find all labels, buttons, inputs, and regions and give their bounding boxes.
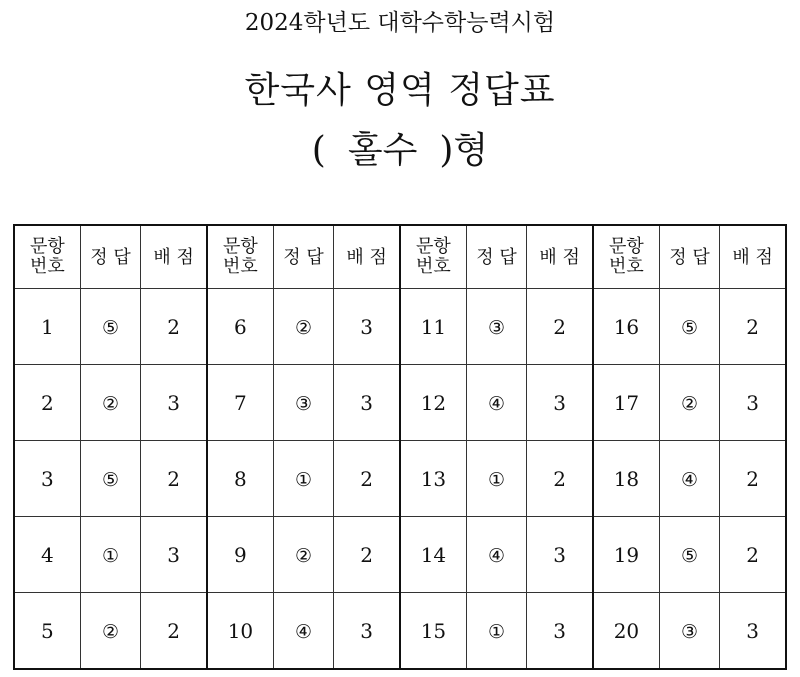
score-cell: 3 — [141, 365, 207, 441]
answer-cell — [273, 441, 333, 517]
question-number-cell: 8 — [207, 441, 273, 517]
header-score: 배 점 — [720, 225, 786, 289]
header-question-number-label — [416, 237, 451, 277]
question-number-cell: 3 — [14, 441, 80, 517]
exam-type-line — [0, 122, 800, 173]
score-cell: 2 — [141, 593, 207, 670]
header-question-number — [207, 225, 273, 289]
score-cell: 2 — [527, 441, 593, 517]
question-number-cell: 20 — [593, 593, 659, 670]
exam-title: 2024학년도 대학수학능력시험 — [244, 10, 556, 36]
type-close-paren: )형 — [439, 130, 489, 171]
answer-cell — [466, 365, 526, 441]
score-cell: 2 — [141, 441, 207, 517]
question-number-cell: 10 — [207, 593, 273, 670]
header-number-line1: 문항 — [416, 236, 451, 257]
answer-cell — [80, 517, 140, 593]
answer-cell — [659, 517, 719, 593]
answer-mark: ② — [294, 544, 313, 567]
question-number-cell: 4 — [14, 517, 80, 593]
header-question-number-label — [223, 237, 258, 277]
answer-mark: ⑤ — [101, 316, 120, 339]
answer-mark: ③ — [294, 392, 313, 415]
answer-cell — [80, 441, 140, 517]
answer-mark: ② — [101, 392, 120, 415]
score-cell: 3 — [527, 365, 593, 441]
header-number-line2: 번호 — [223, 256, 258, 277]
header-answer: 정 답 — [659, 225, 719, 289]
answer-mark: ① — [487, 468, 506, 491]
answer-mark: ⑤ — [101, 468, 120, 491]
answer-cell — [659, 289, 719, 365]
answer-cell — [466, 517, 526, 593]
answer-mark: ② — [680, 392, 699, 415]
header-question-number — [593, 225, 659, 289]
score-cell: 3 — [720, 593, 786, 670]
table-row — [14, 365, 786, 441]
question-number-cell: 11 — [400, 289, 466, 365]
answer-mark: ① — [294, 468, 313, 491]
question-number-cell: 19 — [593, 517, 659, 593]
table-row — [14, 593, 786, 670]
answer-mark: ⑤ — [680, 316, 699, 339]
question-number-cell: 1 — [14, 289, 80, 365]
header-number-line2: 번호 — [416, 256, 451, 277]
question-number-cell: 9 — [207, 517, 273, 593]
score-cell: 2 — [720, 289, 786, 365]
header-question-number — [14, 225, 80, 289]
document-title: 한국사 영역 정답표 — [244, 70, 556, 111]
header-question-number — [400, 225, 466, 289]
header-number-line1: 문항 — [30, 236, 65, 257]
score-cell: 3 — [527, 593, 593, 670]
answer-cell — [273, 593, 333, 670]
answer-mark: ② — [294, 316, 313, 339]
answer-cell — [273, 517, 333, 593]
header-number-line1: 문항 — [609, 236, 644, 257]
answer-cell — [273, 365, 333, 441]
question-number-cell: 17 — [593, 365, 659, 441]
answer-cell — [659, 593, 719, 670]
question-number-cell: 15 — [400, 593, 466, 670]
header-question-number-label — [30, 237, 65, 277]
header-score: 배 점 — [141, 225, 207, 289]
answer-cell — [80, 289, 140, 365]
answer-mark: ① — [487, 620, 506, 643]
header-answer: 정 답 — [466, 225, 526, 289]
header-question-number-label — [609, 237, 644, 277]
score-cell: 2 — [720, 441, 786, 517]
answer-cell — [659, 441, 719, 517]
answer-cell — [80, 365, 140, 441]
score-cell: 3 — [720, 365, 786, 441]
answer-cell — [466, 593, 526, 670]
answer-mark: ④ — [294, 620, 313, 643]
score-cell: 2 — [334, 441, 400, 517]
answer-cell — [466, 441, 526, 517]
score-cell: 3 — [334, 289, 400, 365]
score-cell: 3 — [141, 517, 207, 593]
header-score: 배 점 — [334, 225, 400, 289]
score-cell: 2 — [527, 289, 593, 365]
question-number-cell: 6 — [207, 289, 273, 365]
score-cell: 3 — [334, 365, 400, 441]
answer-mark: ④ — [487, 544, 506, 567]
header-score: 배 점 — [527, 225, 593, 289]
table-row — [14, 517, 786, 593]
header-number-line2: 번호 — [609, 256, 644, 277]
question-number-cell: 18 — [593, 441, 659, 517]
table-header-row — [14, 225, 786, 289]
table-row — [14, 289, 786, 365]
header-answer: 정 답 — [273, 225, 333, 289]
score-cell: 2 — [334, 517, 400, 593]
question-number-cell: 12 — [400, 365, 466, 441]
answer-mark: ④ — [487, 392, 506, 415]
answer-key-table — [13, 224, 787, 670]
answer-mark: ④ — [680, 468, 699, 491]
header-number-line2: 번호 — [30, 256, 65, 277]
score-cell: 3 — [527, 517, 593, 593]
question-number-cell: 7 — [207, 365, 273, 441]
header-number-line1: 문항 — [223, 236, 258, 257]
answer-mark: ③ — [680, 620, 699, 643]
question-number-cell: 2 — [14, 365, 80, 441]
answer-mark: ③ — [487, 316, 506, 339]
answer-mark: ① — [101, 544, 120, 567]
answer-mark: ② — [101, 620, 120, 643]
question-number-cell: 14 — [400, 517, 466, 593]
type-value: 홀수 — [347, 130, 418, 171]
answer-cell — [273, 289, 333, 365]
score-cell: 2 — [720, 517, 786, 593]
header-answer: 정 답 — [80, 225, 140, 289]
answer-cell — [466, 289, 526, 365]
table-row — [14, 441, 786, 517]
answer-cell — [659, 365, 719, 441]
question-number-cell: 13 — [400, 441, 466, 517]
score-cell: 2 — [141, 289, 207, 365]
question-number-cell: 16 — [593, 289, 659, 365]
question-number-cell: 5 — [14, 593, 80, 670]
score-cell: 3 — [334, 593, 400, 670]
answer-cell — [80, 593, 140, 670]
type-open-paren: ( — [311, 130, 326, 171]
answer-mark: ⑤ — [680, 544, 699, 567]
